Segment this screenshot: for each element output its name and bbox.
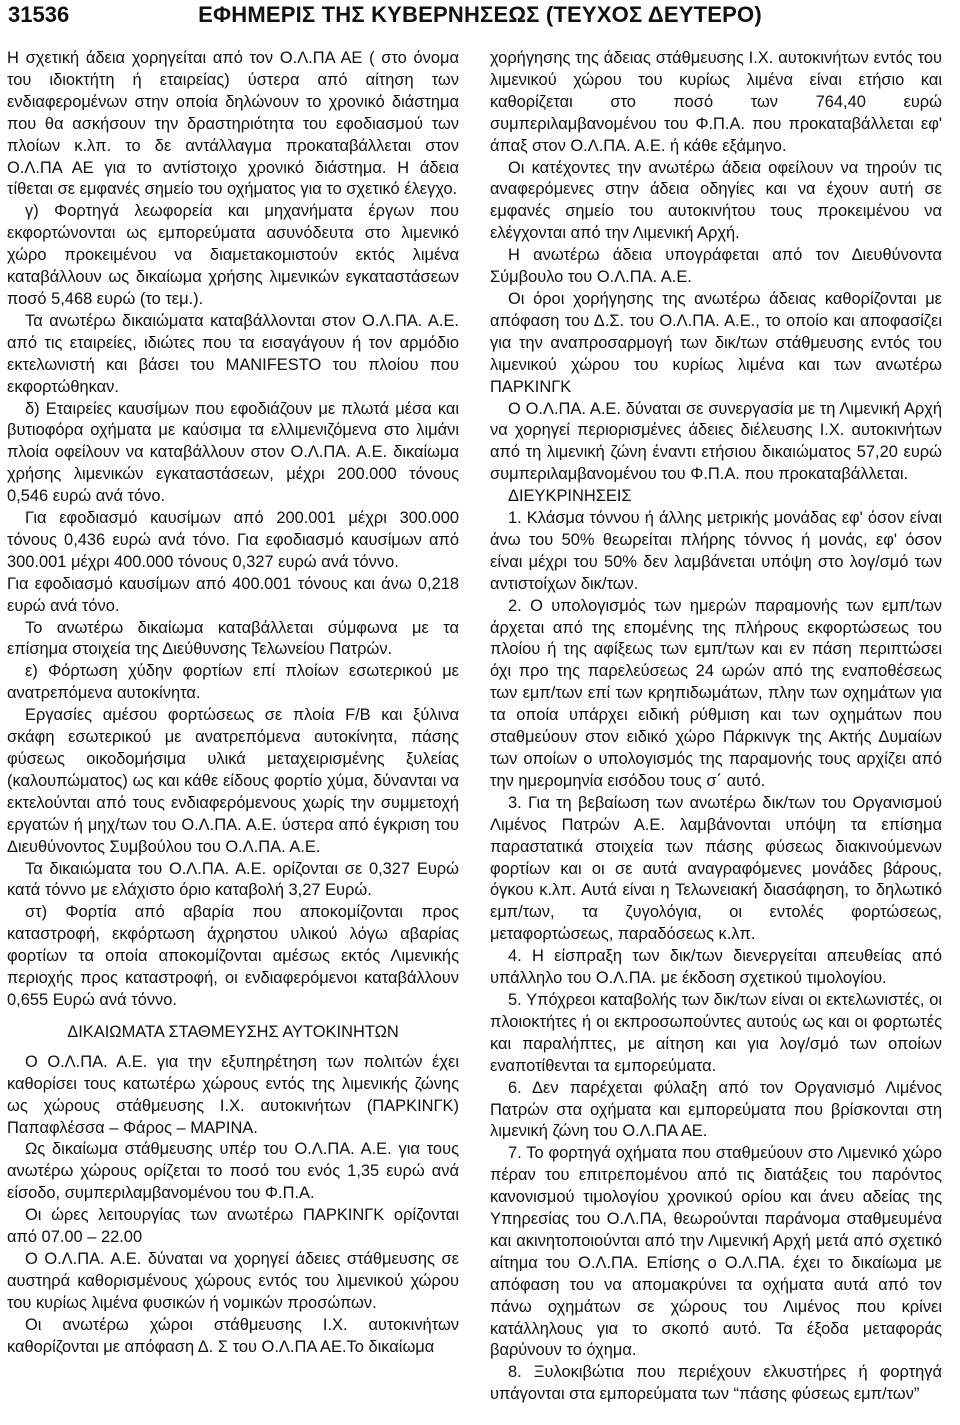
section-heading-parking: ΔΙΚΑΙΩΜΑΤΑ ΣΤΑΘΜΕΥΣΗΣ ΑΥΤΟΚΙΝΗΤΩΝ [67, 1022, 399, 1041]
paragraph: 6. Δεν παρέχεται φύλαξη από τον Οργανισμό Λιμένος Πατρών στα οχήματα και εμπορεύματα που βρίσκονται στη λιμενική ζώνη του Ο.Λ.ΠΑ ΑΕ. [490, 1078, 942, 1141]
paragraph: Ο Ο.Λ.ΠΑ. Α.Ε. δύναται σε συνεργασία με τη Λιμενική Αρχή να χορηγεί περιορισμένες άδειες διέλευσης Ι.Χ. αυτοκινήτων από τη λιμενική ζώνη έναντι ετήσιου δικαιώματος 57,20 ευρώ συμπεριλαμβανομένου του Φ.Π.Α. που προκαταβάλλεται. [490, 399, 942, 484]
paragraph: Η ανωτέρω άδεια υπογράφεται από τον Διευθύνοντα Σύμβουλο του Ο.Λ.ΠΑ. Α.Ε. [490, 246, 942, 287]
paragraph: 7. Το φορτηγά οχήματα που σταθμεύουν στο Λιμενικό χώρο πέραν του επιτρεπομένου από τις διατάξεις του παρόντος κανονισμού τιμολογίου χρονικού ορίου και άνευ αδείας της Υπηρεσίας του Ο.Λ.ΠΑ, θεωρούνται παράνομα σταθμευμένα και ακινητοποιούνται από την Λιμενική Αρχή μετά από σχετικό αίτημα του Ο.Λ.ΠΑ. Επίσης ο Ο.Λ.ΠΑ. έχει το δικαίωμα με απόφαση του να απομακρύνει τα οχήματα αυτά από τον πάνω οχημάτων σε χώρους του Λιμένος που κρίνει κατάλληλους για το σκοπό αυτό. Τα έξοδα μεταφοράς βαρύνουν το όχημα. [490, 1144, 942, 1360]
left-column [7, 48, 459, 1358]
paragraph: Οι κατέχοντες την ανωτέρω άδεια οφείλουν να τηρούν τις αναφερόμενες στην άδεια οδηγίες και να έχουν αυτή σε εμφανές σημείο του αυτοκινήτου τους προκειμένου να ελέγχονται από την Λιμενική Αρχή. [490, 158, 942, 243]
paragraph: Για εφοδιασμό καυσίμων από 400.001 τόνους και άνω 0,218 ευρώ ανά τόνο. [7, 574, 459, 615]
paragraph: 2. Ο υπολογισμός των ημερών παραμονής των εμπ/των άρχεται από της επομένης της πλήρους εκφορτώσεως του πλοίου ή της αφίξεως των εμπ/των και εν πάση περιπτώσει όχι προ της παρελεύσεως 24 ωρών από της εναποθέσεως των εμπ/των επί των κρηπιδωμάτων, πλην των οχημάτων για τα οποία υπάρχει ειδική ρύθμιση και των οχημάτων που σταθμεύουν στον ειδικό χώρο Πάρκινγκ της Ακτής Δυμαίων των οποίων ο υπολογισμός της παραμονής τους αρχίζει από την ημερομηνία εισόδου τους σ΄ αυτό. [490, 596, 942, 790]
page-header [0, 0, 960, 40]
paragraph: Οι όροι χορήγησης της ανωτέρω άδειας καθορίζονται με απόφαση του Δ.Σ. του Ο.Λ.ΠΑ. Α.Ε., το οποίο και αποφασίζει για την αναπροσαρμογή των δικ/των στάθμευσης εντός του λιμενικού χώρου του κυρίως λιμένα και των ανωτέρω ΠΑΡΚΙΝΓΚ [490, 289, 942, 396]
paragraph: Ο Ο.Λ.ΠΑ. Α.Ε. για την εξυπηρέτηση των πολιτών έχει καθορίσει τους κατωτέρω χώρους εντός της λιμενικής ζώνης ως χώρους στάθμευσης Ι.Χ. αυτοκινήτων (ΠΑΡΚΙΝΓΚ) Παπαφλέσσα – Φάρος – ΜΑΡΙΝΑ. [7, 1052, 459, 1137]
paragraph: στ) Φορτία από αβαρία που αποκομίζονται προς καταστροφή, εκφόρτωση άχρηστου υλικού λόγω αβαρίας φορτίων τα οποία αποκομίζονται αμέσως εκτός Λιμενικής περιοχής προς καταστροφή, οι ενδιαφερόμενοι καταβάλλουν 0,655 Ευρώ ανά τόννο. [7, 903, 459, 1009]
paragraph: 4. Η είσπραξη των δικ/των διενεργείται απευθείας από υπάλληλο του Ο.Λ.ΠΑ. με έκδοση σχετικού τιμολογίου. [490, 947, 942, 988]
paragraph: 3. Για τη βεβαίωση των ανωτέρω δικ/των του Οργανισμού Λιμένος Πατρών Α.Ε. λαμβάνονται υπόψη τα επίσημα παραστατικά στοιχεία των πάσης φύσεως διακινούμενων φορτίων και οι σε αυτά αναγραφόμενες μονάδες βάρους, όγκου κ.λπ. Αυτά είναι η Τελωνειακή διασάφηση, το δηλωτικό εμπ/των, τα ζυγολόγια, οι εντολές φορτώσεως, μεταφορτώσεως, παραδόσεως κ.λπ. [490, 793, 942, 944]
paragraph: δ) Εταιρείες καυσίμων που εφοδιάζουν με πλωτά μέσα και βυτιοφόρα οχήματα με καύσιμα τα ελλιμενιζόμενα στο λιμάνι πλοία οφείλουν να καταβάλλουν στον Ο.Λ.ΠΑ. Α.Ε. δικαίωμα χρήσης λιμενικών εγκαταστάσεων, μέχρι 200.000 τόνους 0,546 ευρώ ανά τόνο. [7, 399, 459, 506]
paragraph: Ο Ο.Λ.ΠΑ. Α.Ε. δύναται να χορηγεί άδειες στάθμευσης σε αυστηρά καθορισμένους χώρους εντός του λιμενικού χώρου του κυρίως λιμένα φυσικών ή νομικών προσώπων. [7, 1249, 459, 1312]
paragraph: Οι ανωτέρω χώροι στάθμευσης Ι.Χ. αυτοκινήτων καθορίζονται με απόφαση Δ. Σ του Ο.Λ.ΠΑ ΑΕ.Το δικαίωμα [7, 1315, 459, 1356]
right-column [490, 48, 942, 1406]
paragraph: Τα δικαιώματα του Ο.Λ.ΠΑ. Α.Ε. ορίζονται σε 0,327 Ευρώ κατά τόννο με ελάχιστο όριο καταβολή 3,27 Ευρώ. [7, 859, 459, 900]
paragraph: Τα ανωτέρω δικαιώματα καταβάλλονται στον Ο.Λ.ΠΑ. Α.Ε. από τις εταιρείες, ιδιώτες που τα εισαγάγουν ή τον αρμόδιο εκτελωνιστή και βάσει του MANIFESTO του πλοίου που εκφορτώθηκαν. [7, 311, 459, 396]
paragraph: γ) Φορτηγά λεωφορεία και μηχανήματα έργων που εκφορτώνονται ως εμπορεύματα ασυνόδευτα στο λιμενικό χώρο προκειμένου να διαμετακομιστούν εκτός λιμένα καταβάλλουν ως δικαίωμα χρήσης λιμενικών εγκαταστάσεων ποσό 5,468 ευρώ (το τεμ.). [7, 202, 459, 308]
paragraph: Το ανωτέρω δικαίωμα καταβάλλεται σύμφωνα με τα επίσημα στοιχεία της Διεύθυνσης Τελωνείου Πατρών. [7, 618, 459, 659]
paragraph: Η σχετική άδεια χορηγείται από τον Ο.Λ.ΠΑ ΑΕ ( στο όνομα του ιδιοκτήτη ή εταιρείας) ύστερα από αίτηση των ενδιαφερομένων στην οποία δηλώνουν το χρονικό διάστημα που θα ασκήσουν την δραστηριότητα του εφοδιασμού των πλοίων κ.λπ. το δε αντάλλαγμα προκαταβάλλεται στον Ο.Λ.ΠΑ ΑΕ για το αντίστοιχο χρονικό διάστημα. Η άδεια τίθεται σε εμφανές σημείο του οχήματος για το σχετικό έλεγχο. [7, 49, 459, 199]
paragraph: Εργασίες αμέσου φορτώσεως σε πλοία F/B και ξύλινα σκάφη εσωτερικού με ανατρεπόμενα αυτοκίνητα, πάσης φύσεως οικοδομήσιμα υλικά μεταχειρισμένης ξυλείας (καλουπώματος) ως και κάθε είδους φορτίο χύμα, δύνανται να εκτελούνται από τους ενδιαφερόμενους χωρίς την συμμετοχή εργατών ή μηχ/των του Ο.Λ.ΠΑ. Α.Ε. ύστερα από έγκριση του Διευθύνοντος Συμβούλου του Ο.Λ.ΠΑ. Α.Ε. [7, 706, 459, 856]
paragraph: 5. Υπόχρεοι καταβολής των δικ/των είναι οι εκτελωνιστές, οι πλοιοκτήτες ή οι εκπροσωπούντες αυτούς ως και οι φορτωτές και παραλήπτες, με αίτηση και για λογ/σμό των οποίων εναποτίθενται τα εμπορεύματα. [490, 990, 942, 1075]
section-heading-clarifications: ΔΙΕΥΚΡΙΝΗΣΕΙΣ [508, 487, 632, 506]
paragraph: 1. Κλάσμα τόννου ή άλλης μετρικής μονάδας εφ' όσον είναι άνω του 50% θεωρείται πλήρης τόννος ή μονάς, εφ' όσον είναι μέχρι του 50% δεν λαμβάνεται υπόψη στο λογ/σμό των αντιστοίχων δικ/των. [490, 509, 942, 593]
gazette-title: ΕΦΗΜΕΡΙΣ ΤΗΣ ΚΥΒΕΡΝΗΣΕΩΣ (ΤΕΥΧΟΣ ΔΕΥΤΕΡΟ) [198, 2, 762, 27]
page-number: 31536 [8, 2, 70, 27]
paragraph: χορήγησης της άδειας στάθμευσης Ι.Χ. αυτοκινήτων εντός του λιμενικού χώρου του κυρίως λιμένα είναι ετήσιο και καθορίζεται στο ποσό των 764,40 ευρώ συμπεριλαμβανομένου του Φ.Π.Α. που προκαταβάλλεται εφ' άπαξ στον Ο.Λ.ΠΑ. Α.Ε. ή κάθε εξάμηνο. [490, 49, 942, 155]
paragraph: Οι ώρες λειτουργίας των ανωτέρω ΠΑΡΚΙΝΓΚ ορίζονται από 07.00 – 22.00 [7, 1206, 459, 1247]
paragraph: 8. Ξυλοκιβώτια που περιέχουν ελκυστήρες ή φορτηγά υπάγονται στα εμπορεύματα των “πάσης φύσεως εμπ/των” [490, 1363, 942, 1404]
paragraph: Ως δικαίωμα στάθμευσης υπέρ του Ο.Λ.ΠΑ. Α.Ε. για τους ανωτέρω χώρους ορίζεται το ποσό του ενός 1,35 ευρώ ανά είσοδο, συμπεριλαμβανομένου του Φ.Π.Α. [7, 1140, 459, 1203]
paragraph: ε) Φόρτωση χύδην φορτίων επί πλοίων εσωτερικού με ανατρεπόμενα αυτοκίνητα. [7, 662, 459, 703]
paragraph: Για εφοδιασμό καυσίμων από 200.001 μέχρι 300.000 τόνους 0,436 ευρώ ανά τόνο. Για εφοδιασμό καυσίμων από 300.001 μέχρι 400.000 τόνους 0,327 ευρώ ανά τόννο. [7, 509, 459, 571]
